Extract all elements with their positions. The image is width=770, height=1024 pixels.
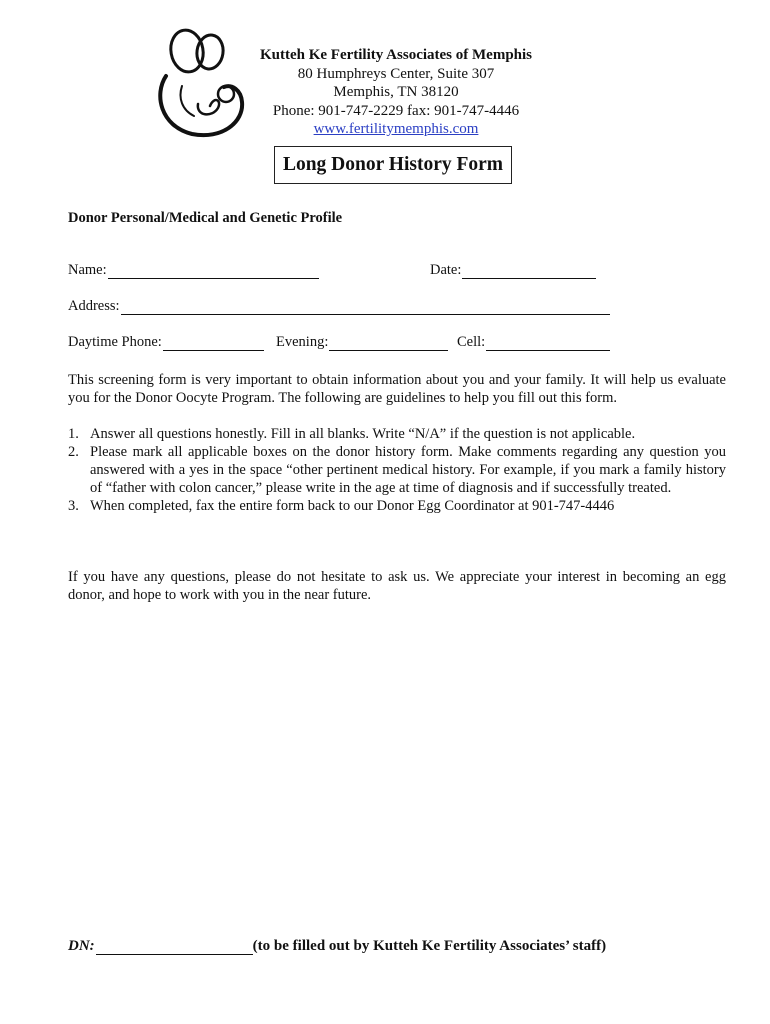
dn-label: DN: (68, 938, 95, 954)
instruction-text: When completed, fax the entire form back to our Donor Egg Coordinator at 901-747-4446 (90, 498, 615, 514)
instruction-text: Please mark all applicable boxes on the donor history form. Make comments regarding any question you answered with a yes in the space “other pertinent medical history. For example, if you mark a family history of “father with colon cancer,” please write in the age at time of diagnosis and if successfully treated. (90, 444, 726, 496)
instruction-text: Answer all questions honestly. Fill in all blanks. Write “N/A” if the question is not applicable. (90, 426, 636, 442)
daytime-phone-label: Daytime Phone: (68, 334, 162, 350)
name-field (68, 262, 319, 279)
evening-phone-label: Evening: (276, 334, 329, 350)
daytime-phone-field (68, 334, 264, 351)
clinic-header (240, 46, 552, 139)
address-input-line[interactable] (121, 301, 610, 315)
evening-phone-input-line[interactable] (329, 337, 448, 351)
instruction-item (68, 497, 726, 515)
clinic-phone-fax: Phone: 901-747-2229 fax: 901-747-4446 (272, 102, 520, 119)
instruction-number: 3. (68, 498, 79, 514)
cell-phone-field (457, 334, 610, 351)
clinic-logo (152, 24, 252, 142)
instructions-list (68, 425, 726, 515)
clinic-address-line2: Memphis, TN 38120 (333, 84, 459, 100)
date-label: Date: (430, 262, 462, 278)
clinic-name: Kutteh Ke Fertility Associates of Memphis (259, 47, 533, 63)
staff-footer (68, 938, 606, 955)
date-field (430, 262, 596, 279)
cell-phone-input-line[interactable] (486, 337, 610, 351)
daytime-phone-input-line[interactable] (163, 337, 264, 351)
instruction-item (68, 425, 726, 443)
name-label: Name: (68, 262, 107, 278)
name-input-line[interactable] (108, 265, 319, 279)
address-field (68, 298, 610, 315)
dn-input-line[interactable] (96, 941, 253, 955)
instruction-number: 1. (68, 426, 79, 442)
cell-phone-label: Cell: (457, 334, 486, 350)
section-title: Donor Personal/Medical and Genetic Profile (68, 210, 343, 226)
staff-note: (to be filled out by Kutteh Ke Fertility Associates’ staff) (252, 938, 607, 954)
instruction-item (68, 443, 726, 497)
date-input-line[interactable] (462, 265, 596, 279)
instruction-number: 2. (68, 444, 79, 460)
clinic-address-line1: 80 Humphreys Center, Suite 307 (297, 65, 495, 82)
closing-paragraph: If you have any questions, please do not hesitate to ask us. We appreciate your interest in becoming an egg donor, and hope to work with you in the near future. (68, 569, 726, 603)
intro-paragraph: This screening form is very important to obtain information about you and your family. It will help us evaluate you for the Donor Oocyte Program. The following are guidelines to help you fill out this form. (68, 372, 726, 406)
form-title: Long Donor History Form (274, 146, 512, 184)
address-label: Address: (68, 298, 120, 314)
evening-phone-field (276, 334, 448, 351)
clinic-website-link[interactable]: www.fertilitymemphis.com (313, 121, 479, 137)
